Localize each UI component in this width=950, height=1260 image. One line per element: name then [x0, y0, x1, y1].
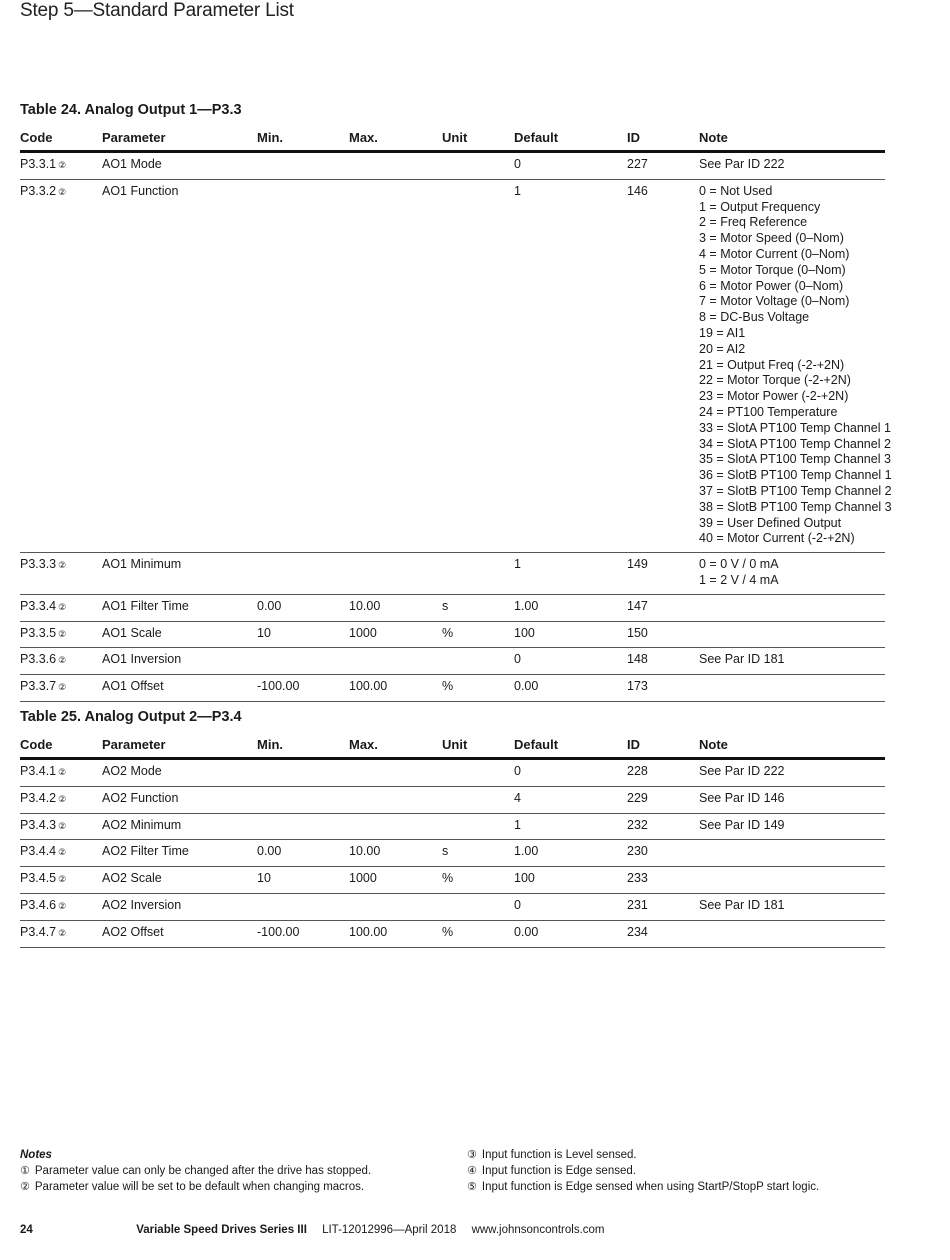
cell-max: 10.00	[349, 594, 442, 621]
cell-id: 234	[627, 920, 699, 947]
cell-note	[699, 594, 885, 621]
cell-default: 0	[514, 152, 627, 180]
note-line: 38 = SlotB PT100 Temp Channel 3	[699, 499, 892, 514]
note-line: 22 = Motor Torque (-2-+2N)	[699, 373, 851, 388]
cell-id: 233	[627, 867, 699, 894]
note-line: See Par ID 181	[699, 897, 785, 912]
cell-code: P3.4.6 ②	[20, 893, 102, 920]
footer-series: Variable Speed Drives Series III	[136, 1224, 307, 1236]
table-header-row	[20, 731, 885, 759]
table-row	[20, 553, 885, 595]
cell-id: 147	[627, 594, 699, 621]
note-line: 8 = DC-Bus Voltage	[699, 310, 810, 325]
note-line: 0 = Not Used	[699, 183, 773, 198]
cell-id: 150	[627, 621, 699, 648]
cell-unit: %	[442, 867, 514, 894]
cell-note	[699, 553, 885, 595]
cell-default: 1	[514, 179, 627, 552]
col-header-max: Max.	[349, 731, 442, 759]
note-line: 2 = Freq Reference	[699, 215, 808, 230]
cell-parameter: AO2 Mode	[102, 759, 257, 787]
cell-unit: s	[442, 840, 514, 867]
cell-parameter: AO1 Function	[102, 179, 257, 552]
cell-parameter: AO2 Filter Time	[102, 840, 257, 867]
note-line: 35 = SlotA PT100 Temp Channel 3	[699, 452, 891, 467]
cell-max	[349, 179, 442, 552]
cell-min: 10	[257, 621, 349, 648]
cell-parameter: AO1 Filter Time	[102, 594, 257, 621]
note-line: 1 = Output Frequency	[699, 199, 821, 214]
cell-default: 0	[514, 648, 627, 675]
cell-min	[257, 179, 349, 552]
cell-code: P3.3.5 ②	[20, 621, 102, 648]
cell-id: 146	[627, 179, 699, 552]
cell-unit	[442, 786, 514, 813]
cell-unit	[442, 152, 514, 180]
cell-max: 100.00	[349, 920, 442, 947]
page-title: Step 5—Standard Parameter List	[20, 0, 294, 21]
cell-default: 1.00	[514, 594, 627, 621]
cell-max	[349, 813, 442, 840]
note-line: 3 = Motor Speed (0–Nom)	[699, 231, 844, 246]
cell-default: 4	[514, 786, 627, 813]
cell-parameter: AO1 Scale	[102, 621, 257, 648]
note-item: ④ Input function is Edge sensed.	[467, 1165, 636, 1177]
table-24	[20, 100, 892, 702]
cell-id: 229	[627, 786, 699, 813]
cell-max: 100.00	[349, 675, 442, 702]
table-row	[20, 675, 885, 702]
cell-id: 230	[627, 840, 699, 867]
note-line: See Par ID 222	[699, 157, 785, 171]
cell-default: 1	[514, 553, 627, 595]
notes-left	[20, 1147, 371, 1195]
cell-default: 0	[514, 759, 627, 787]
cell-code: P3.4.4 ②	[20, 840, 102, 867]
cell-unit: %	[442, 675, 514, 702]
col-header-max: Max.	[349, 124, 442, 152]
cell-max: 1000	[349, 867, 442, 894]
table-row	[20, 594, 885, 621]
cell-min	[257, 648, 349, 675]
cell-default: 0.00	[514, 675, 627, 702]
cell-default: 1	[514, 813, 627, 840]
cell-code: P3.4.3 ②	[20, 813, 102, 840]
cell-max	[349, 553, 442, 595]
note-line: 0 = 0 V / 0 mA	[699, 557, 779, 572]
cell-parameter: AO1 Mode	[102, 152, 257, 180]
col-header-default: Default	[514, 124, 627, 152]
cell-parameter: AO1 Offset	[102, 675, 257, 702]
cell-note	[699, 648, 885, 675]
cell-min: -100.00	[257, 675, 349, 702]
cell-note	[699, 759, 885, 787]
cell-parameter: AO2 Offset	[102, 920, 257, 947]
note-line: 24 = PT100 Temperature	[699, 404, 838, 419]
cell-code: P3.3.7 ②	[20, 675, 102, 702]
cell-max	[349, 648, 442, 675]
cell-parameter: AO1 Inversion	[102, 648, 257, 675]
cell-code: P3.4.1 ②	[20, 759, 102, 787]
cell-note	[699, 867, 885, 894]
page-number: 24	[20, 1224, 33, 1236]
cell-note	[699, 840, 885, 867]
cell-default: 0.00	[514, 920, 627, 947]
cell-min	[257, 759, 349, 787]
cell-code: P3.4.5 ②	[20, 867, 102, 894]
cell-min	[257, 893, 349, 920]
cell-min: 10	[257, 867, 349, 894]
cell-max: 10.00	[349, 840, 442, 867]
col-header-min: Min.	[257, 124, 349, 152]
cell-id: 149	[627, 553, 699, 595]
cell-note	[699, 813, 885, 840]
col-header-id: ID	[627, 124, 699, 152]
note-line: See Par ID 146	[699, 790, 785, 805]
table-row	[20, 759, 885, 787]
cell-default: 1.00	[514, 840, 627, 867]
note-line: 4 = Motor Current (0–Nom)	[699, 246, 850, 261]
cell-min: -100.00	[257, 920, 349, 947]
note-line: 1 = 2 V / 4 mA	[699, 572, 779, 587]
cell-default: 100	[514, 621, 627, 648]
note-line: 21 = Output Freq (-2-+2N)	[699, 357, 845, 372]
footer-url: www.johnsoncontrols.com	[471, 1224, 605, 1236]
cell-max	[349, 152, 442, 180]
col-header-id: ID	[627, 731, 699, 759]
note-line: 20 = AI2	[699, 341, 746, 356]
cell-unit	[442, 648, 514, 675]
note-line: 6 = Motor Power (0–Nom)	[699, 278, 844, 293]
cell-unit	[442, 179, 514, 552]
col-header-note: Note	[699, 731, 885, 759]
cell-id: 173	[627, 675, 699, 702]
cell-note	[699, 893, 885, 920]
cell-default: 100	[514, 867, 627, 894]
cell-min	[257, 152, 349, 180]
table-row	[20, 840, 885, 867]
notes-heading: Notes	[20, 1149, 52, 1161]
note-line: 34 = SlotA PT100 Temp Channel 2	[699, 436, 891, 451]
note-line: 36 = SlotB PT100 Temp Channel 1	[699, 468, 892, 483]
cell-parameter: AO2 Function	[102, 786, 257, 813]
note-line: 40 = Motor Current (-2-+2N)	[699, 531, 855, 546]
cell-unit: %	[442, 621, 514, 648]
note-line: 7 = Motor Voltage (0–Nom)	[699, 294, 850, 309]
cell-code: P3.4.7 ②	[20, 920, 102, 947]
cell-code: P3.3.2 ②	[20, 179, 102, 552]
cell-code: P3.4.2 ②	[20, 786, 102, 813]
cell-min: 0.00	[257, 594, 349, 621]
cell-parameter: AO2 Minimum	[102, 813, 257, 840]
cell-id: 228	[627, 759, 699, 787]
note-line: 5 = Motor Torque (0–Nom)	[699, 262, 846, 277]
cell-max	[349, 759, 442, 787]
footer-lit: LIT-12012996—April 2018	[322, 1224, 457, 1236]
cell-code: P3.3.1 ②	[20, 152, 102, 180]
cell-code: P3.3.4 ②	[20, 594, 102, 621]
page-footer	[20, 1224, 605, 1236]
cell-note	[699, 675, 885, 702]
cell-max	[349, 786, 442, 813]
col-header-unit: Unit	[442, 124, 514, 152]
cell-unit	[442, 893, 514, 920]
note-line: 37 = SlotB PT100 Temp Channel 2	[699, 483, 892, 498]
cell-parameter: AO1 Minimum	[102, 553, 257, 595]
cell-note	[699, 621, 885, 648]
table-row	[20, 152, 885, 180]
cell-id: 231	[627, 893, 699, 920]
col-header-note: Note	[699, 124, 885, 152]
cell-unit	[442, 759, 514, 787]
cell-unit	[442, 553, 514, 595]
cell-unit: %	[442, 920, 514, 947]
cell-code: P3.3.3 ②	[20, 553, 102, 595]
col-header-parameter: Parameter	[102, 124, 257, 152]
cell-id: 148	[627, 648, 699, 675]
cell-parameter: AO2 Inversion	[102, 893, 257, 920]
cell-id: 232	[627, 813, 699, 840]
table-row	[20, 867, 885, 894]
cell-min: 0.00	[257, 840, 349, 867]
table-row	[20, 813, 885, 840]
col-header-code: Code	[20, 731, 102, 759]
note-line: See Par ID 149	[699, 817, 785, 832]
col-header-code: Code	[20, 124, 102, 152]
cell-max: 1000	[349, 621, 442, 648]
cell-unit	[442, 813, 514, 840]
note-line: 33 = SlotA PT100 Temp Channel 1	[699, 420, 891, 435]
note-line: 23 = Motor Power (-2-+2N)	[699, 389, 849, 404]
cell-code: P3.3.6 ②	[20, 648, 102, 675]
cell-min	[257, 553, 349, 595]
table-row	[20, 179, 885, 552]
note-line: 19 = AI1	[699, 325, 746, 340]
cell-parameter: AO2 Scale	[102, 867, 257, 894]
note-item: ① Parameter value can only be changed after the drive has stopped.	[20, 1165, 372, 1177]
cell-id: 227	[627, 152, 699, 180]
table-row	[20, 621, 885, 648]
col-header-min: Min.	[257, 731, 349, 759]
table-row	[20, 648, 885, 675]
table-header-row	[20, 124, 885, 152]
cell-max	[349, 893, 442, 920]
note-item: ⑤ Input function is Edge sensed when using StartP/StopP start logic.	[467, 1181, 820, 1193]
parameter-table	[20, 731, 885, 948]
note-line: 39 = User Defined Output	[699, 515, 842, 530]
note-line: See Par ID 222	[699, 764, 785, 778]
col-header-unit: Unit	[442, 731, 514, 759]
cell-min	[257, 786, 349, 813]
note-item: ② Parameter value will be set to be default when changing macros.	[20, 1181, 365, 1193]
note-item: ③ Input function is Level sensed.	[467, 1149, 637, 1161]
cell-unit: s	[442, 594, 514, 621]
table-row	[20, 920, 885, 947]
cell-note	[699, 920, 885, 947]
cell-note	[699, 179, 892, 552]
notes-right	[467, 1147, 819, 1195]
cell-note	[699, 152, 885, 180]
cell-note	[699, 786, 885, 813]
table-row	[20, 893, 885, 920]
table-caption: Table 24. Analog Output 1—P3.3	[20, 102, 242, 118]
col-header-default: Default	[514, 731, 627, 759]
note-line: See Par ID 181	[699, 652, 785, 667]
table-row	[20, 786, 885, 813]
cell-default: 0	[514, 893, 627, 920]
cell-min	[257, 813, 349, 840]
parameter-table	[20, 124, 892, 702]
table-caption: Table 25. Analog Output 2—P3.4	[20, 709, 242, 725]
table-25	[20, 707, 885, 948]
col-header-parameter: Parameter	[102, 731, 257, 759]
